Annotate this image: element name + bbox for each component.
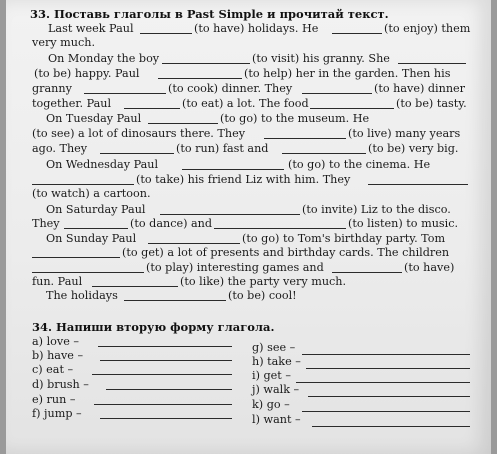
- verb-prompt: f) jump –: [32, 407, 82, 420]
- text-segment: (to have): [404, 261, 455, 274]
- answer-blank[interactable]: [92, 374, 232, 375]
- answer-blank[interactable]: [84, 93, 166, 94]
- answer-blank[interactable]: [32, 272, 144, 273]
- answer-blank[interactable]: [32, 257, 120, 258]
- text-segment: (to have) holidays. He: [194, 22, 319, 35]
- answer-blank[interactable]: [106, 389, 232, 390]
- text-segment: (to be) very big.: [368, 142, 459, 155]
- answer-blank[interactable]: [148, 123, 218, 124]
- worksheet-page: [6, 0, 491, 454]
- answer-blank[interactable]: [282, 153, 366, 154]
- text-segment: (to live) many years: [348, 127, 461, 140]
- answer-blank[interactable]: [140, 33, 192, 34]
- text-segment: (to help) her in the garden. Then his: [244, 67, 451, 80]
- text-segment: (to have) dinner: [374, 82, 466, 95]
- text-segment: (to like) the party very much.: [180, 275, 347, 288]
- text-segment: fun. Paul: [32, 275, 83, 288]
- answer-blank[interactable]: [92, 286, 178, 287]
- answer-blank[interactable]: [306, 368, 470, 369]
- text-segment: granny: [32, 82, 72, 95]
- text-segment: (to play) interesting games and: [146, 261, 324, 274]
- answer-blank[interactable]: [312, 426, 470, 427]
- answer-blank[interactable]: [162, 63, 250, 64]
- text-segment: very much.: [32, 36, 96, 49]
- answer-blank[interactable]: [94, 404, 232, 405]
- verb-prompt: a) love –: [32, 335, 79, 348]
- text-segment: (to invite) Liz to the disco.: [302, 203, 451, 216]
- answer-blank[interactable]: [302, 354, 470, 355]
- answer-blank[interactable]: [64, 228, 128, 229]
- answer-blank[interactable]: [100, 418, 232, 419]
- text-segment: (to enjoy) them: [384, 22, 471, 35]
- answer-blank[interactable]: [160, 214, 300, 215]
- text-segment: (to listen) to music.: [348, 217, 459, 230]
- text-segment: (to be) happy. Paul: [34, 67, 140, 80]
- text-segment: On Monday the boy: [48, 52, 160, 65]
- text-segment: ago. They: [32, 142, 88, 155]
- text-segment: (to be) tasty.: [396, 97, 467, 110]
- answer-blank[interactable]: [182, 169, 284, 170]
- verb-prompt: h) take –: [252, 355, 301, 368]
- answer-blank[interactable]: [124, 300, 226, 301]
- answer-blank[interactable]: [124, 108, 180, 109]
- text-segment: (to go) to the cinema. He: [288, 158, 431, 171]
- answer-blank[interactable]: [32, 184, 134, 185]
- text-segment: (to watch) a cartoon.: [32, 187, 151, 200]
- verb-prompt: d) brush –: [32, 378, 89, 391]
- verb-prompt: i) get –: [252, 369, 291, 382]
- text-segment: They: [32, 217, 60, 230]
- answer-blank[interactable]: [302, 93, 372, 94]
- text-segment: On Tuesday Paul: [46, 112, 142, 125]
- text-segment: (to run) fast and: [176, 142, 269, 155]
- verb-prompt: b) have –: [32, 349, 84, 362]
- verb-prompt: c) eat –: [32, 363, 74, 376]
- text-segment: On Sunday Paul: [46, 232, 137, 245]
- answer-blank[interactable]: [398, 63, 466, 64]
- answer-blank[interactable]: [296, 382, 470, 383]
- answer-blank[interactable]: [158, 78, 242, 79]
- text-segment: (to go) to the museum. He: [220, 112, 370, 125]
- text-segment: On Wednesday Paul: [46, 158, 159, 171]
- answer-blank[interactable]: [148, 243, 240, 244]
- text-segment: The holidays: [46, 289, 118, 302]
- verb-prompt: e) run –: [32, 393, 76, 406]
- text-segment: (to dance) and: [130, 217, 213, 230]
- text-segment: On Saturday Paul: [46, 203, 146, 216]
- answer-blank[interactable]: [332, 272, 402, 273]
- text-segment: (to cook) dinner. They: [168, 82, 293, 95]
- text-segment: together. Paul: [32, 97, 112, 110]
- text-segment: (to go) to Tom's birthday party. Tom: [242, 232, 446, 245]
- text-segment: (to get) a lot of presents and birthday cards. The children: [122, 246, 450, 259]
- answer-blank[interactable]: [214, 228, 346, 229]
- answer-blank[interactable]: [308, 396, 470, 397]
- verb-prompt: j) walk –: [252, 383, 300, 396]
- verb-prompt: g) see –: [252, 341, 296, 354]
- answer-blank[interactable]: [100, 153, 174, 154]
- answer-blank[interactable]: [100, 360, 232, 361]
- answer-blank[interactable]: [368, 184, 468, 185]
- verb-prompt: k) go –: [252, 398, 290, 411]
- answer-blank[interactable]: [302, 411, 470, 412]
- text-segment: (to see) a lot of dinosaurs there. They: [32, 127, 246, 140]
- text-segment: (to visit) his granny. She: [252, 52, 390, 65]
- text-segment: (to be) cool!: [228, 289, 297, 302]
- answer-blank[interactable]: [310, 108, 394, 109]
- text-segment: (to take) his friend Liz with him. They: [136, 173, 351, 186]
- text-segment: Last week Paul: [48, 22, 134, 35]
- exercise-33-title: 33. Поставь глаголы в Past Simple и прочитай текст.: [30, 7, 389, 21]
- exercise-34-title: 34. Напиши вторую форму глагола.: [32, 320, 275, 334]
- answer-blank[interactable]: [264, 138, 346, 139]
- text-segment: (to eat) a lot. The food: [182, 97, 309, 110]
- verb-prompt: l) want –: [252, 413, 301, 426]
- answer-blank[interactable]: [98, 346, 232, 347]
- answer-blank[interactable]: [332, 33, 382, 34]
